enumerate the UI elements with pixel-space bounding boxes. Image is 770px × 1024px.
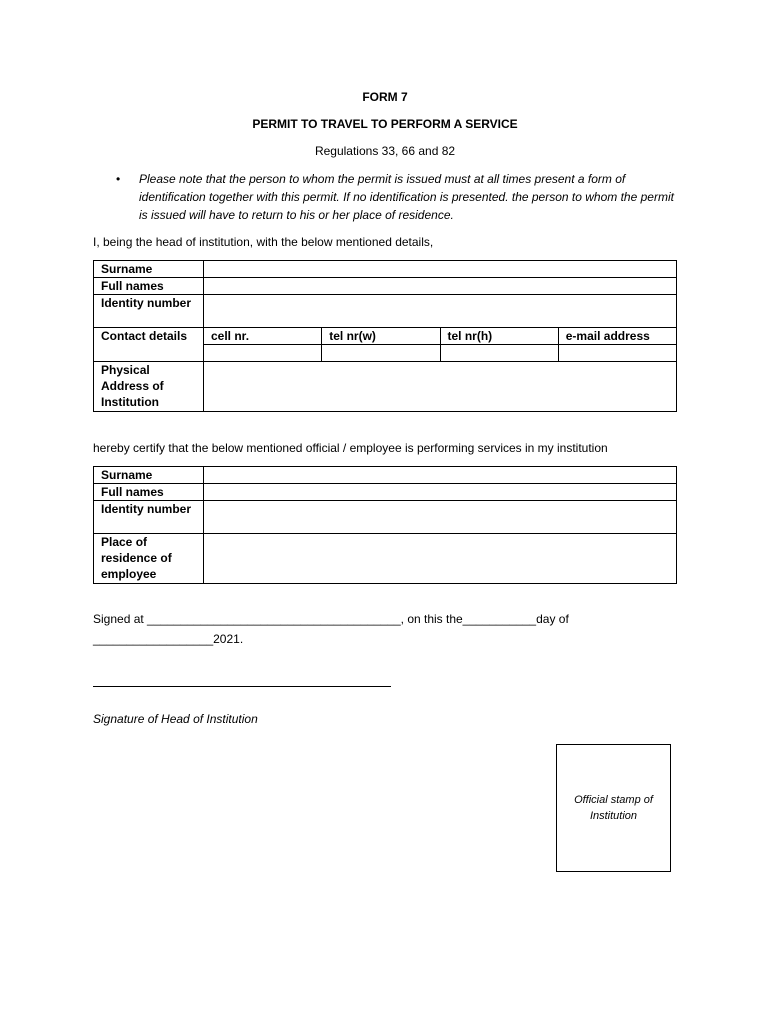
email-header: e-mail address <box>558 328 676 345</box>
cell-nr-field[interactable] <box>204 345 322 362</box>
employee-surname-label: Surname <box>94 467 204 484</box>
surname-label: Surname <box>94 261 204 278</box>
signed-at-line: Signed at ______________________________________, on this the___________day of <box>93 612 569 626</box>
signed-date-line: __________________2021. <box>93 632 244 646</box>
tel-work-field[interactable] <box>322 345 440 362</box>
physical-address-label: Physical Address of Institution <box>94 362 204 412</box>
official-stamp-box <box>556 744 671 872</box>
head-identity-number-field[interactable] <box>204 295 677 328</box>
employee-details-table <box>93 466 677 584</box>
certify-statement: hereby certify that the below mentioned official / employee is performing services in my institution <box>93 441 608 455</box>
regulations-line: Regulations 33, 66 and 82 <box>314 144 456 158</box>
full-names-label: Full names <box>94 278 204 295</box>
physical-address-field[interactable] <box>204 362 677 412</box>
cell-nr-header: cell nr. <box>204 328 322 345</box>
employee-surname-field[interactable] <box>204 467 677 484</box>
employee-full-names-label: Full names <box>94 484 204 501</box>
employee-identity-number-field[interactable] <box>204 501 677 534</box>
place-of-residence-label: Place of residence of employee <box>94 534 204 584</box>
identification-note: Please note that the person to whom the permit is issued must at all times present a form of identification together with this permit. If no identification is presented. the person to whom the permit is issued will have to return to his or her place of residence. <box>139 172 674 222</box>
contact-details-label: Contact details <box>94 328 204 362</box>
institution-details-table <box>93 260 677 412</box>
tel-work-header: tel nr(w) <box>322 328 440 345</box>
identity-number-label: Identity number <box>94 295 204 328</box>
form-number: FORM 7 <box>362 90 408 104</box>
employee-identity-number-label: Identity number <box>94 501 204 534</box>
head-surname-field[interactable] <box>204 261 677 278</box>
email-field[interactable] <box>558 345 676 362</box>
form-title: PERMIT TO TRAVEL TO PERFORM A SERVICE <box>252 117 518 131</box>
note-bullet: • <box>116 172 121 186</box>
head-full-names-field[interactable] <box>204 278 677 295</box>
intro-statement: I, being the head of institution, with the below mentioned details, <box>93 235 434 249</box>
signature-caption: Signature of Head of Institution <box>93 712 258 726</box>
stamp-label: Official stamp of Institution <box>574 794 653 822</box>
employee-full-names-field[interactable] <box>204 484 677 501</box>
signature-line[interactable] <box>93 686 391 687</box>
tel-home-header: tel nr(h) <box>440 328 558 345</box>
place-of-residence-field[interactable] <box>204 534 677 584</box>
tel-home-field[interactable] <box>440 345 558 362</box>
